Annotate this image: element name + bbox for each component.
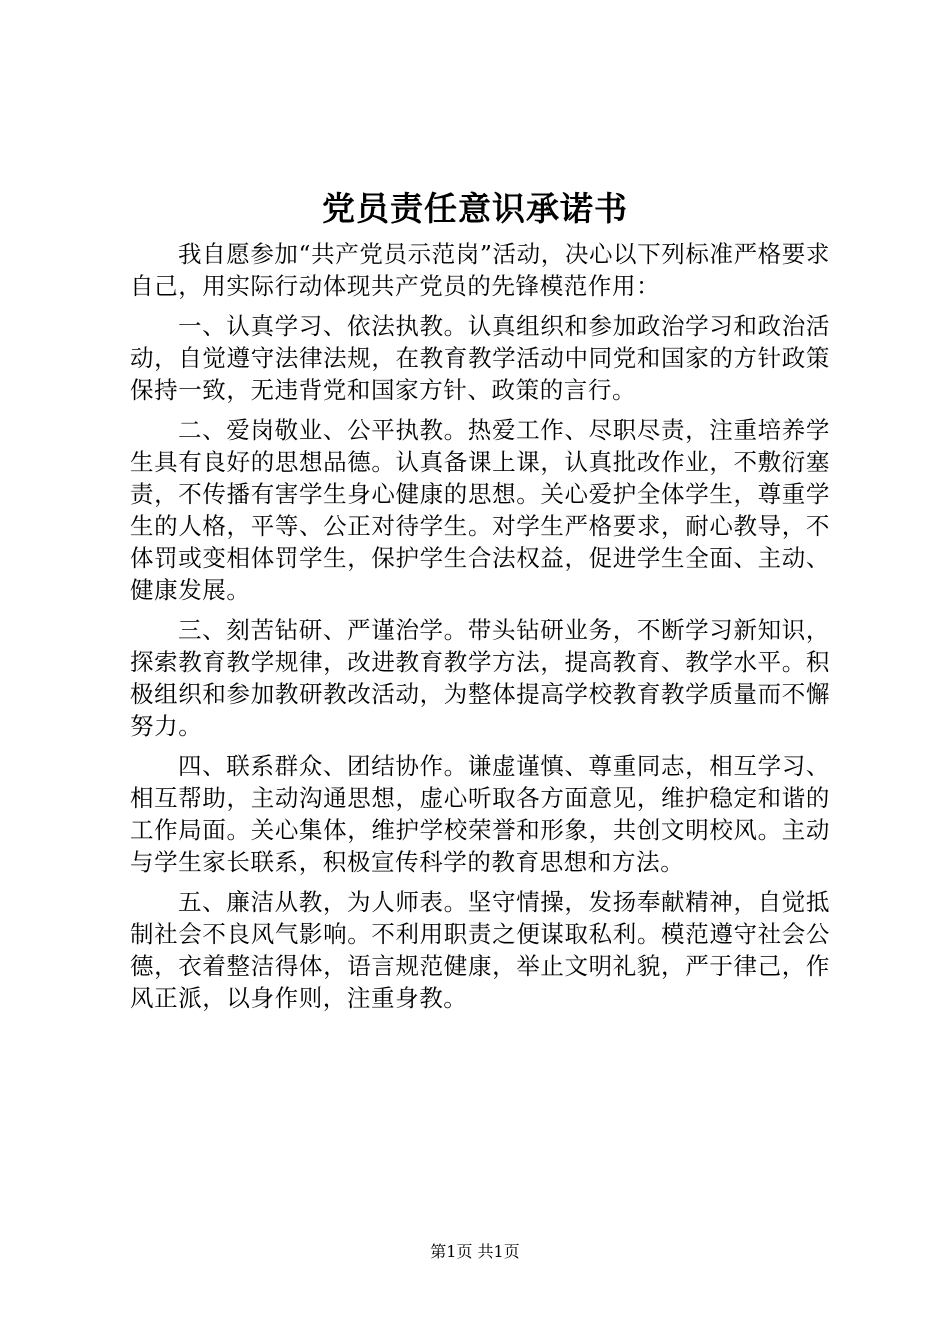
commitment-paragraph-3: 三、刻苦钻研、严谨治学。带头钻研业务，不断学习新知识，探索教育教学规律，改进教育教学方法，提高教育、教学水平。积极组织和参加教研教改活动，为整体提高学校教育教学质量而不懈努力。 (130, 616, 830, 740)
commitment-paragraph-4: 四、联系群众、团结协作。谦虚谨慎、尊重同志，相互学习、相互帮助，主动沟通思想，虚心听取各方面意见，维护稳定和谐的工作局面。关心集体，维护学校荣誉和形象，共创文明校风。主动与学生家长联系，积极宣传科学的教育思想和方法。 (130, 752, 830, 876)
commitment-paragraph-5: 五、廉洁从教，为人师表。坚守情操，发扬奉献精神，自觉抵制社会不良风气影响。不利用职责之便谋取私利。模范遵守社会公德，衣着整洁得体，语言规范健康，举止文明礼貌，严于律己，作风正派，以身作则，注重身教。 (130, 888, 830, 1012)
intro-paragraph: 我自愿参加“共产党员示范岗”活动，决心以下列标准严格要求自己，用实际行动体现共产党员的先锋模范作用： (130, 240, 830, 300)
commitment-paragraph-2: 二、爱岗敬业、公平执教。热爱工作、尽职尽责，注重培养学生具有良好的思想品德。认真备课上课，认真批改作业，不敷衍塞责，不传播有害学生身心健康的思想。关心爱护全体学生，尊重学生的人格，平等、公正对待学生。对学生严格要求，耐心教导，不体罚或变相体罚学生，保护学生合法权益，促进学生全面、主动、健康发展。 (130, 416, 830, 604)
commitment-paragraph-1: 一、认真学习、依法执教。认真组织和参加政治学习和政治活动，自觉遵守法律法规，在教育教学活动中同党和国家的方针政策保持一致，无违背党和国家方针、政策的言行。 (130, 312, 830, 404)
document-title: 党员责任意识承诺书 (322, 189, 628, 228)
page-number-footer: 第1页 共1页 (430, 1242, 520, 1261)
document-body (130, 238, 830, 1022)
